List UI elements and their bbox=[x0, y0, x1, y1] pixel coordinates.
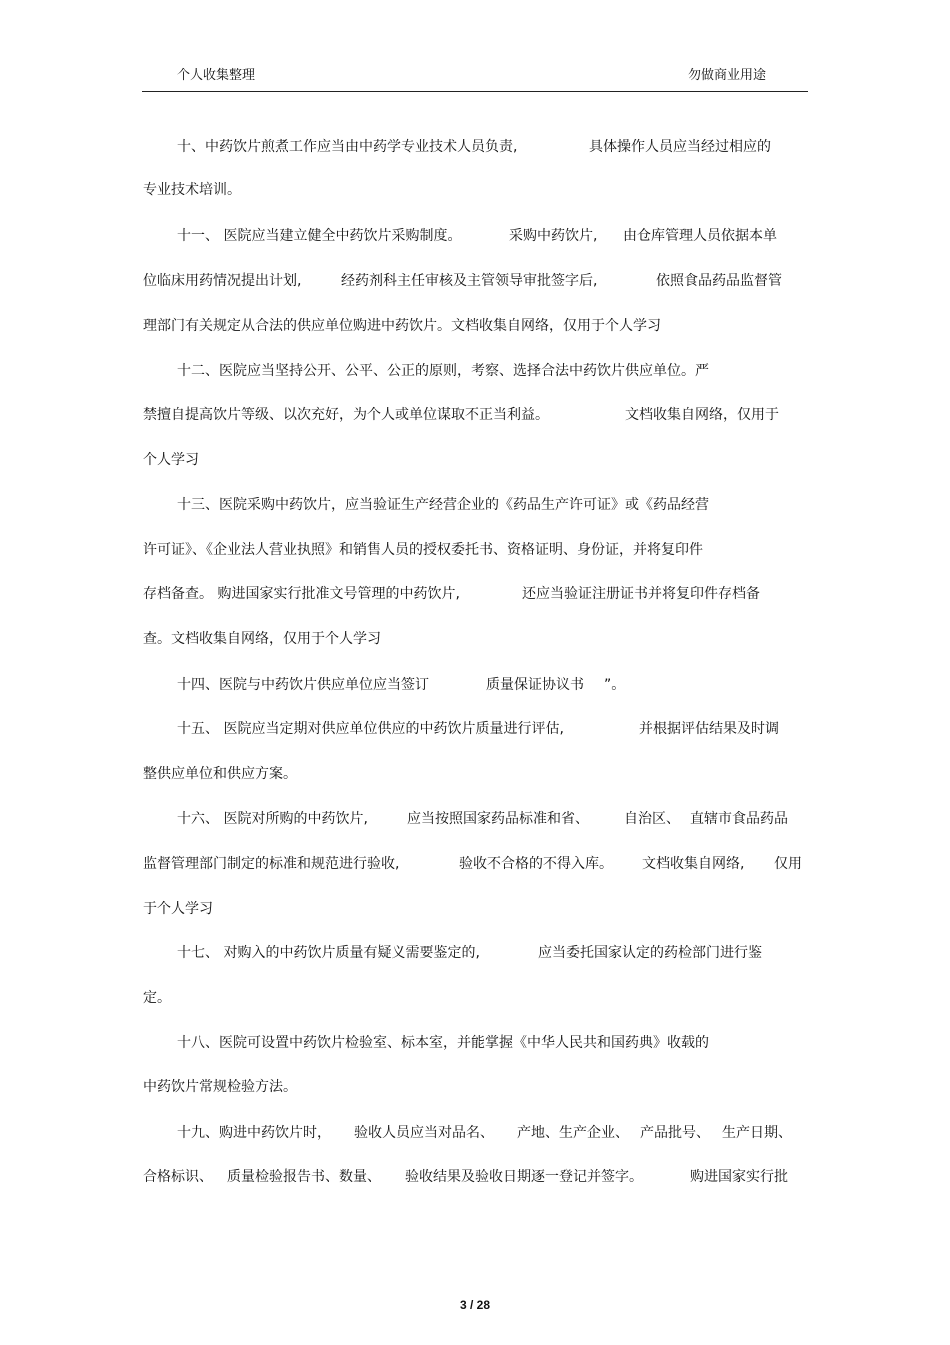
text-line-19-seg-2: 应当委托国家认定的药检部门进行鉴 bbox=[538, 945, 762, 961]
text-line-4-seg-2: 经药剂科主任审核及主管领导审批签字后, bbox=[341, 273, 598, 289]
text-line-10-seg-1: 许可证》、《企业法人营业执照》和销售人员的授权委托书、资格证明、身份证，并将复印件 bbox=[143, 542, 703, 558]
text-line-16-seg-4: 直辖市食品药品 bbox=[690, 811, 788, 827]
text-line-3-seg-3: 由仓库管理人员依据本单 bbox=[623, 228, 777, 244]
text-line-3-seg-2: 采购中药饮片, bbox=[509, 228, 598, 244]
text-line-7-seg-1: 禁擅自提高饮片等级、以次充好，为个人或单位谋取不正当利益。 bbox=[143, 407, 549, 423]
text-line-23-seg-2: 验收人员应当对品名、 bbox=[354, 1125, 494, 1141]
text-line-22-seg-1: 中药饮片常规检验方法。 bbox=[143, 1079, 297, 1095]
text-line-16-seg-3: 自治区、 bbox=[624, 811, 680, 827]
text-line-17-seg-2: 验收不合格的不得入库。 bbox=[459, 856, 613, 872]
text-line-9-seg-1: 十三、医院采购中药饮片，应当验证生产经营企业的《药品生产许可证》或《药品经营 bbox=[177, 497, 709, 513]
text-line-13-seg-2: 质量保证协议书 bbox=[486, 677, 584, 693]
text-line-23-seg-3: 产地、生产企业、 bbox=[517, 1125, 629, 1141]
text-line-8-seg-1: 个人学习 bbox=[143, 452, 199, 468]
page-number: 3 / 28 bbox=[459, 1298, 491, 1312]
text-line-24-seg-1: 合格标识、 bbox=[143, 1169, 213, 1185]
text-line-5-seg-1: 理部门有关规定从合法的供应单位购进中药饮片。文档收集自网络，仅用于个人学习 bbox=[143, 318, 661, 334]
text-line-24-seg-3: 验收结果及验收日期逐一登记并签字。 bbox=[405, 1169, 643, 1185]
text-line-13-seg-3: ”。 bbox=[604, 677, 626, 693]
text-line-4-seg-1: 位临床用药情况提出计划, bbox=[143, 273, 302, 289]
text-line-12-seg-1: 查。文档收集自网络，仅用于个人学习 bbox=[143, 631, 381, 647]
text-line-4-seg-3: 依照食品药品监督管 bbox=[656, 273, 782, 289]
text-line-11-seg-1: 存档备查。 购进国家实行批准文号管理的中药饮片, bbox=[143, 586, 460, 602]
text-line-14-seg-2: 并根据评估结果及时调 bbox=[639, 721, 779, 737]
header-rule bbox=[142, 91, 808, 92]
text-line-3-seg-1: 十一、 医院应当建立健全中药饮片采购制度。 bbox=[177, 228, 462, 244]
text-line-11-seg-2: 还应当验证注册证书并将复印件存档备 bbox=[522, 586, 760, 602]
text-line-23-seg-5: 生产日期、 bbox=[722, 1125, 792, 1141]
text-line-14-seg-1: 十五、 医院应当定期对供应单位供应的中药饮片质量进行评估, bbox=[177, 721, 564, 737]
text-line-16-seg-2: 应当按照国家药品标准和省、 bbox=[407, 811, 589, 827]
text-line-7-seg-2: 文档收集自网络，仅用于 bbox=[625, 407, 779, 423]
text-line-16-seg-1: 十六、 医院对所购的中药饮片, bbox=[177, 811, 368, 827]
text-line-17-seg-1: 监督管理部门制定的标准和规范进行验收, bbox=[143, 856, 400, 872]
header-right-text: 勿做商业用途 bbox=[688, 68, 767, 83]
text-line-20-seg-1: 定。 bbox=[143, 990, 171, 1006]
text-line-17-seg-4: 仅用 bbox=[774, 856, 802, 872]
text-line-23-seg-1: 十九、购进中药饮片时， bbox=[177, 1125, 331, 1141]
text-line-2-seg-1: 专业技术培训。 bbox=[143, 182, 241, 198]
header-left-text: 个人收集整理 bbox=[177, 68, 256, 83]
text-line-13-seg-1: 十四、医院与中药饮片供应单位应当签订 bbox=[177, 677, 429, 693]
text-line-19-seg-1: 十七、 对购入的中药饮片质量有疑义需要鉴定的, bbox=[177, 945, 480, 961]
text-line-24-seg-4: 购进国家实行批 bbox=[690, 1169, 788, 1185]
text-line-17-seg-3: 文档收集自网络, bbox=[642, 856, 745, 872]
text-line-23-seg-4: 产品批号、 bbox=[640, 1125, 710, 1141]
text-line-1-seg-1: 十、中药饮片煎煮工作应当由中药学专业技术人员负责, bbox=[177, 139, 518, 155]
text-line-21-seg-1: 十八、医院可设置中药饮片检验室、标本室，并能掌握《中华人民共和国药典》收载的 bbox=[177, 1035, 709, 1051]
text-line-15-seg-1: 整供应单位和供应方案。 bbox=[143, 766, 297, 782]
text-line-18-seg-1: 于个人学习 bbox=[143, 901, 213, 917]
text-line-6-seg-1: 十二、医院应当坚持公开、公平、公正的原则，考察、选择合法中药饮片供应单位。严 bbox=[177, 363, 709, 379]
text-line-24-seg-2: 质量检验报告书、数量、 bbox=[227, 1169, 381, 1185]
text-line-1-seg-2: 具体操作人员应当经过相应的 bbox=[589, 139, 771, 155]
